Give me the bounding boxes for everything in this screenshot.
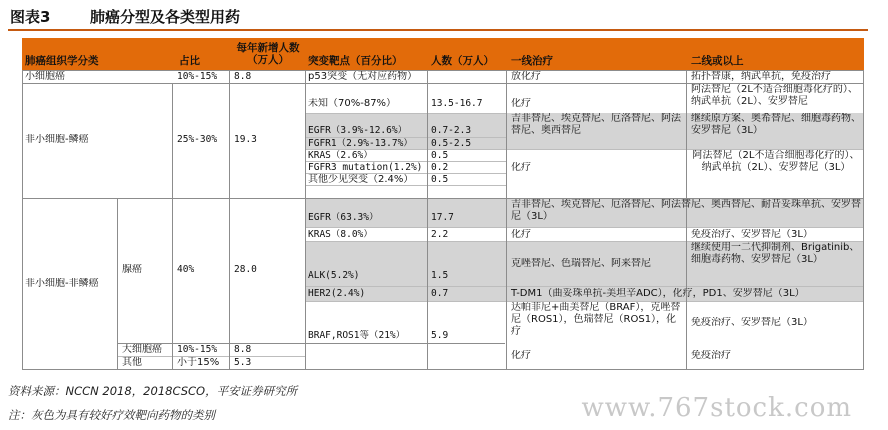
row-sq-new: 19.3 bbox=[234, 134, 257, 145]
footnote: 注：灰色为具有较好疗效靶向药物的类别 bbox=[8, 408, 215, 422]
row-adeno-p5: 5.9 bbox=[431, 330, 449, 341]
row-sq-m1: 未知（70%-87%） bbox=[308, 98, 397, 109]
rule bbox=[117, 198, 118, 369]
row-adeno-f3: 克唑替尼、色瑞替尼、阿来替尼 bbox=[511, 258, 651, 269]
header-mutation: 突变靶点（百分比） bbox=[308, 55, 403, 67]
row-sq-first-b: 吉非替尼、埃克替尼、厄洛替尼、阿法替尼、奥西替尼 bbox=[511, 113, 681, 136]
rule bbox=[172, 83, 173, 369]
row-adeno-new: 28.0 bbox=[234, 264, 257, 275]
row-sq-p1: 13.5-16.7 bbox=[431, 98, 483, 109]
row-adeno-p4: 0.7 bbox=[431, 288, 449, 299]
row-adeno-p3: 1.5 bbox=[431, 270, 449, 281]
header-type: 肺癌组织学分类 bbox=[25, 55, 99, 67]
row-sq-second-a: 阿法替尼（2L不适合细胞毒化疗的）、纳武单抗（2L）、安罗替尼 bbox=[691, 84, 858, 107]
row-sq-m4: KRAS（2.6%） bbox=[308, 150, 373, 161]
row-sq-m2: EGFR（3.9%-12.6%） bbox=[308, 125, 408, 136]
row-other-share: 小于15% bbox=[177, 357, 220, 368]
header-share: 占比 bbox=[179, 55, 200, 67]
row-sclc-second: 拓扑替康，纳武单抗，免疫治疗 bbox=[691, 71, 831, 82]
rule bbox=[305, 227, 864, 228]
row-adeno-p2: 2.2 bbox=[431, 229, 449, 240]
row-other-second: 免疫治疗 bbox=[691, 350, 731, 361]
rule bbox=[229, 70, 230, 369]
row-adeno-s5: 免疫治疗、安罗替尼（3L） bbox=[691, 317, 813, 328]
figure-label: 图表3 bbox=[10, 8, 51, 26]
row-adeno-f5: 达帕菲尼+曲美替尼（BRAF），克唑替尼（ROS1），色瑞替尼（ROS1），化疗 bbox=[511, 302, 681, 337]
row-adeno-share: 40% bbox=[177, 264, 195, 275]
table-header bbox=[22, 38, 864, 70]
row-sq-p4: 0.5 bbox=[431, 150, 449, 161]
row-nonsq-type: 非小细胞-非鳞癌 bbox=[25, 278, 99, 289]
row-sq-second-b: 继续原方案、奥希替尼、细胞毒药物、安罗替尼（3L） bbox=[691, 113, 861, 136]
watermark: www.767stock.com bbox=[581, 393, 852, 423]
row-adeno-s2: 免疫治疗、安罗替尼（3L） bbox=[691, 229, 813, 240]
rule bbox=[22, 70, 23, 369]
source-note: 资料来源：NCCN 2018，2018CSCO，平安证券研究所 bbox=[8, 384, 298, 398]
row-adeno-m1: EGFR（63.3%） bbox=[308, 212, 379, 223]
row-sq-first-c: 化疗 bbox=[511, 162, 531, 173]
row-sq-p5: 0.2 bbox=[431, 162, 449, 173]
figure-title: 肺癌分型及各类型用药 bbox=[90, 8, 241, 26]
row-other-type: 其他 bbox=[122, 357, 142, 368]
rule bbox=[305, 113, 506, 114]
figure-title-bar bbox=[8, 3, 868, 31]
row-large-share: 10%-15% bbox=[177, 344, 218, 355]
row-other-new: 5.3 bbox=[234, 357, 252, 368]
rule bbox=[22, 369, 864, 370]
header-second-line: 二线或以上 bbox=[691, 55, 744, 67]
row-adeno-m3: ALK(5.2%) bbox=[308, 270, 360, 281]
row-sq-p6: 0.5 bbox=[431, 174, 449, 185]
row-sq-m5: FGFR3 mutation(1.2%) bbox=[308, 162, 423, 173]
row-adeno-f4: T-DM1（曲妥珠单抗-美坦辛ADC），化疗，PD1、安罗替尼（3L） bbox=[511, 288, 805, 299]
row-sclc-mutation: p53突变（无对应药物） bbox=[308, 71, 418, 82]
header-people: 人数（万人） bbox=[431, 55, 494, 67]
row-sq-p3: 0.5-2.5 bbox=[431, 138, 472, 149]
row-other-first: 化疗 bbox=[511, 350, 531, 361]
row-sclc-type: 小细胞癌 bbox=[25, 71, 65, 82]
row-large-new: 8.8 bbox=[234, 344, 252, 355]
header-first-line: 一线治疗 bbox=[511, 55, 553, 67]
row-sclc-first: 放化疗 bbox=[511, 71, 541, 82]
row-sq-p2: 0.7-2.3 bbox=[431, 125, 472, 136]
row-sq-share: 25%-30% bbox=[177, 134, 218, 145]
row-sq-m3: FGFR1（2.9%-13.7%） bbox=[308, 138, 413, 149]
row-sclc-share: 10%-15% bbox=[177, 71, 218, 82]
row-sq-m6: 其他少见突变（2.4%） bbox=[308, 174, 414, 185]
row-sq-first-a: 化疗 bbox=[511, 98, 531, 109]
lung-cancer-table bbox=[22, 38, 864, 374]
rule bbox=[506, 70, 507, 369]
row-sq-second-c: 阿法替尼（2L不适合细胞毒化疗的）、纳武单抗（2L）、安罗替尼（3L） bbox=[692, 150, 860, 173]
rule bbox=[305, 286, 864, 287]
row-adeno-type: 腺癌 bbox=[122, 264, 142, 275]
row-large-type: 大细胞癌 bbox=[122, 344, 162, 355]
row-adeno-f2: 化疗 bbox=[511, 229, 531, 240]
row-adeno-m5: BRAF,ROS1等（21%） bbox=[308, 330, 406, 341]
row-sq-type: 非小细胞-鳞癌 bbox=[25, 134, 89, 145]
row-adeno-p1: 17.7 bbox=[431, 212, 454, 223]
row-sclc-new: 8.8 bbox=[234, 71, 252, 82]
row-adeno-m4: HER2(2.4%) bbox=[308, 288, 366, 299]
header-new-cases: 每年新增人数（万人） bbox=[236, 42, 300, 66]
row-adeno-f1: 吉非替尼、埃克替尼、厄洛替尼、阿法替尼、奥西替尼、耐昔妥珠单抗、安罗替尼（3L） bbox=[511, 199, 861, 222]
row-adeno-s3: 继续使用一二代抑制剂、Brigatinib、细胞毒药物、安罗替尼（3L） bbox=[691, 242, 860, 265]
row-adeno-m2: KRAS（8.0%） bbox=[308, 229, 373, 240]
